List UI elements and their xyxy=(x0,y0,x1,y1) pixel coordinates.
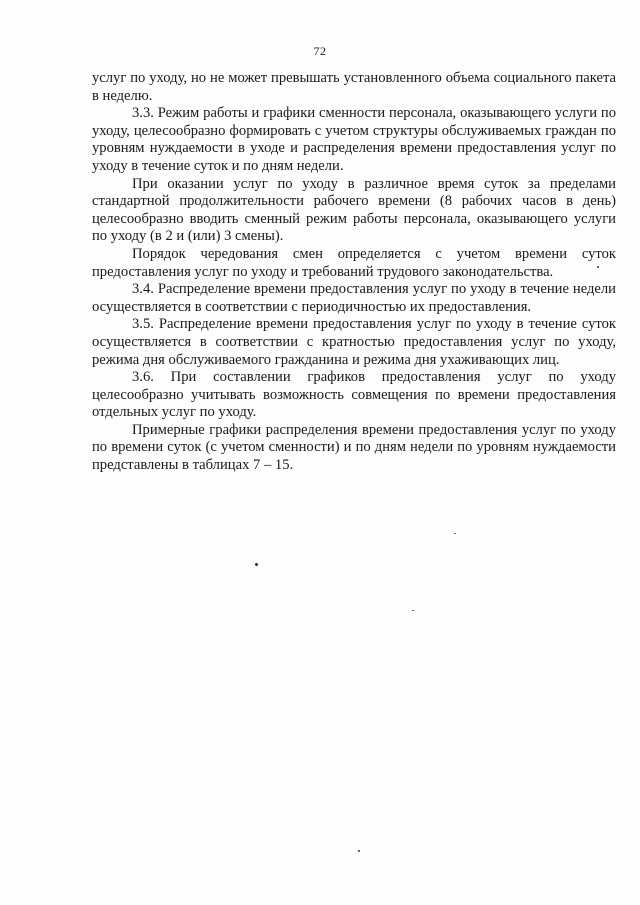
scan-speck xyxy=(597,266,599,268)
scan-speck xyxy=(412,610,414,611)
paragraph-shift-mode: При оказании услуг по уходу в различное время суток за пределами стандартной продолжительности рабочего времени (8 рабочих часов в день) целесообразно вводить сменный режим работы персонала, оказывающего услуги по уходу (в 2 и (или) 3 смены). xyxy=(92,175,616,245)
scan-speck xyxy=(254,562,258,566)
paragraph-3-3: 3.3. Режим работы и графики сменности персонала, оказывающего услуги по уходу, целесообразно формировать с учетом структуры обслуживаемых граждан по уровням нуждаемости в уходе и распределения времени предоставления услуг по уходу в течение суток и по дням недели. xyxy=(92,105,616,174)
paragraph-shift-rotation: Порядок чередования смен определяется с учетом времени суток предоставления услуг по уходу и требований трудового законодательства. xyxy=(92,245,616,280)
scan-speck xyxy=(454,533,456,534)
paragraph-3-5: 3.5. Распределение времени предоставления услуг по уходу в течение суток осуществляется в соответствии с кратностью предоставления услуг по уходу, режима дня обслуживаемого гражданина и режима дня ухаживающих лиц. xyxy=(92,316,616,368)
paragraph-continuation: услуг по уходу, но не может превышать установленного объема социального пакета в неделю. xyxy=(92,70,616,104)
paragraph-3-6: 3.6. При составлении графиков предоставления услуг по уходу целесообразно учитывать возможность совмещения по времени предоставления отдельных услуг по уходу. xyxy=(92,369,616,421)
paragraph-tables-reference: Примерные графики распределения времени предоставления услуг по уходу по времени суток (с учетом сменности) и по дням недели по уровням нуждаемости представлены в таблицах 7 – 15. xyxy=(92,421,616,474)
paragraph-3-4: 3.4. Распределение времени предоставления услуг по уходу в течение недели осуществляется в соответствии с периодичностью их предоставления. xyxy=(92,281,616,315)
document-body xyxy=(92,70,616,475)
page-number: 72 xyxy=(313,44,327,58)
scan-speck xyxy=(358,850,360,852)
